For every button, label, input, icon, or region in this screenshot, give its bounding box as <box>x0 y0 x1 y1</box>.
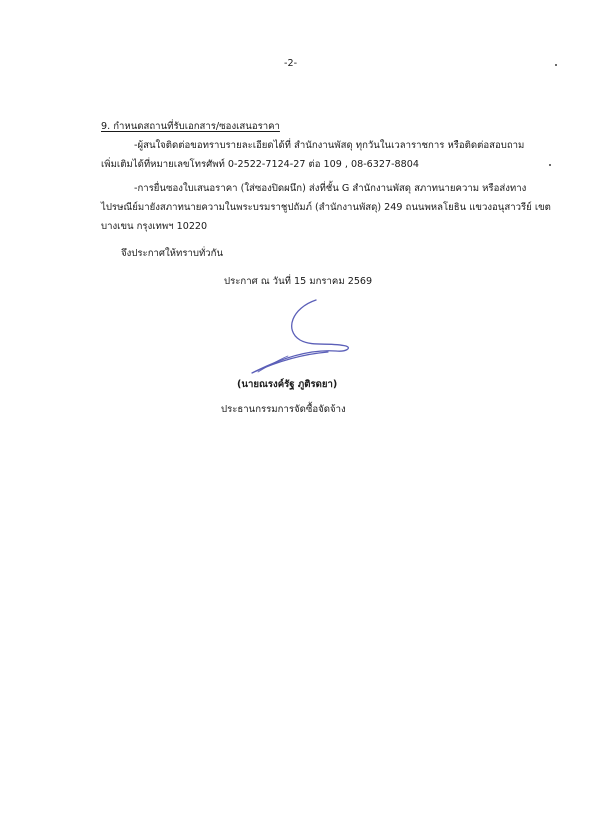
page-number: -2- <box>284 58 298 69</box>
section-paragraph-line: -การยื่นซองใบเสนอราคา (ใส่ซองปิดผนึก) ส่งที่ชั้น G สำนักงานพัสดุ สภาทนายความ หรือส่งทาง <box>134 183 527 194</box>
section-paragraph-line: เพิ่มเติมได้ที่หมายเลขโทรศัพท์ 0-2522-7124-27 ต่อ 109 , 08-6327-8804 <box>101 159 419 170</box>
section-paragraph-line: -ผู้สนใจติดต่อขอทราบรายละเอียดได้ที่ สำนักงานพัสดุ ทุกวันในเวลาราชการ หรือติดต่อสอบถาม <box>134 140 525 151</box>
scan-speck <box>549 164 551 166</box>
handwritten-signature <box>248 296 353 374</box>
scan-speck <box>555 64 557 66</box>
signer-name: (นายณรงค์รัฐ ภูติรดยา) <box>237 379 338 390</box>
section-paragraph-line: บางเขน กรุงเทพฯ 10220 <box>101 221 208 232</box>
signer-title: ประธานกรรมการจัดซื้อจัดจ้าง <box>221 404 346 415</box>
closing-announcement: จึงประกาศให้ทราบทั่วกัน <box>121 248 224 259</box>
section-heading: 9. กำหนดสถานที่รับเอกสาร/ซองเสนอราคา <box>101 121 280 132</box>
section-paragraph-line: ไปรษณีย์มายังสภาทนายความในพระบรมราชูปถัมภ์ (สำนักงานพัสดุ) 249 ถนนพหลโยธิน แขวงอนุสาวรีย์ เขต <box>101 202 551 213</box>
announcement-date: ประกาศ ณ วันที่ 15 มกราคม 2569 <box>224 276 373 287</box>
